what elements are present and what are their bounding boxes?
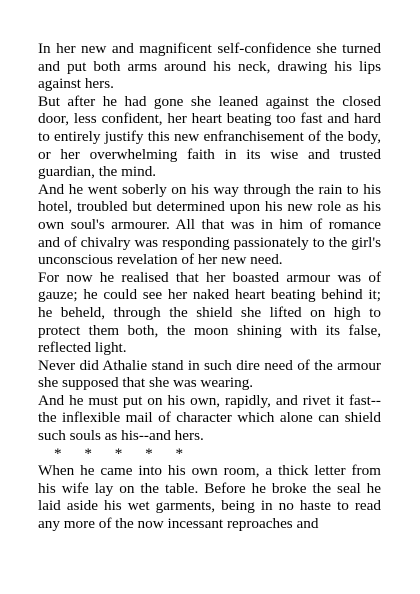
paragraph: In her new and magnificent self-confidence she turned and put both arms around his neck, drawing his lips against hers. (38, 40, 381, 93)
paragraph: But after he had gone she leaned against the closed door, less confident, her heart beating too fast and hard to entirely justify this new enfranchisement of the body, or her overwhelming faith in its wise and trusted guardian, the mind. (38, 92, 381, 181)
paragraph: And he must put on his own, rapidly, and rivet it fast--the inflexible mail of character which alone can shield such souls as his--and hers. (38, 391, 381, 445)
section-separator: * * * * * (54, 444, 184, 462)
paragraph: For now he realised that her boasted armour was of gauze; he could see her naked heart beating behind it; he beheld, through the shield she lifted on high to protect them both, the moon shining with its false, reflected light. (38, 268, 381, 357)
paragraph: And he went soberly on his way through the rain to his hotel, troubled but determined upon his new role as his own soul's armourer. All that was in him of romance and of chivalry was responding passionately to the girl's unconscious revelation of her new need. (38, 180, 381, 269)
final-paragraph: When he came into his own room, a thick letter from his wife lay on the table. Before he broke the seal he laid aside his wet garments, being in no haste to read any more of the now incessant reproaches and (38, 462, 381, 533)
paragraph: Never did Athalie stand in such dire need of the armour she supposed that she was wearing. (38, 356, 381, 392)
document-page (38, 40, 381, 533)
